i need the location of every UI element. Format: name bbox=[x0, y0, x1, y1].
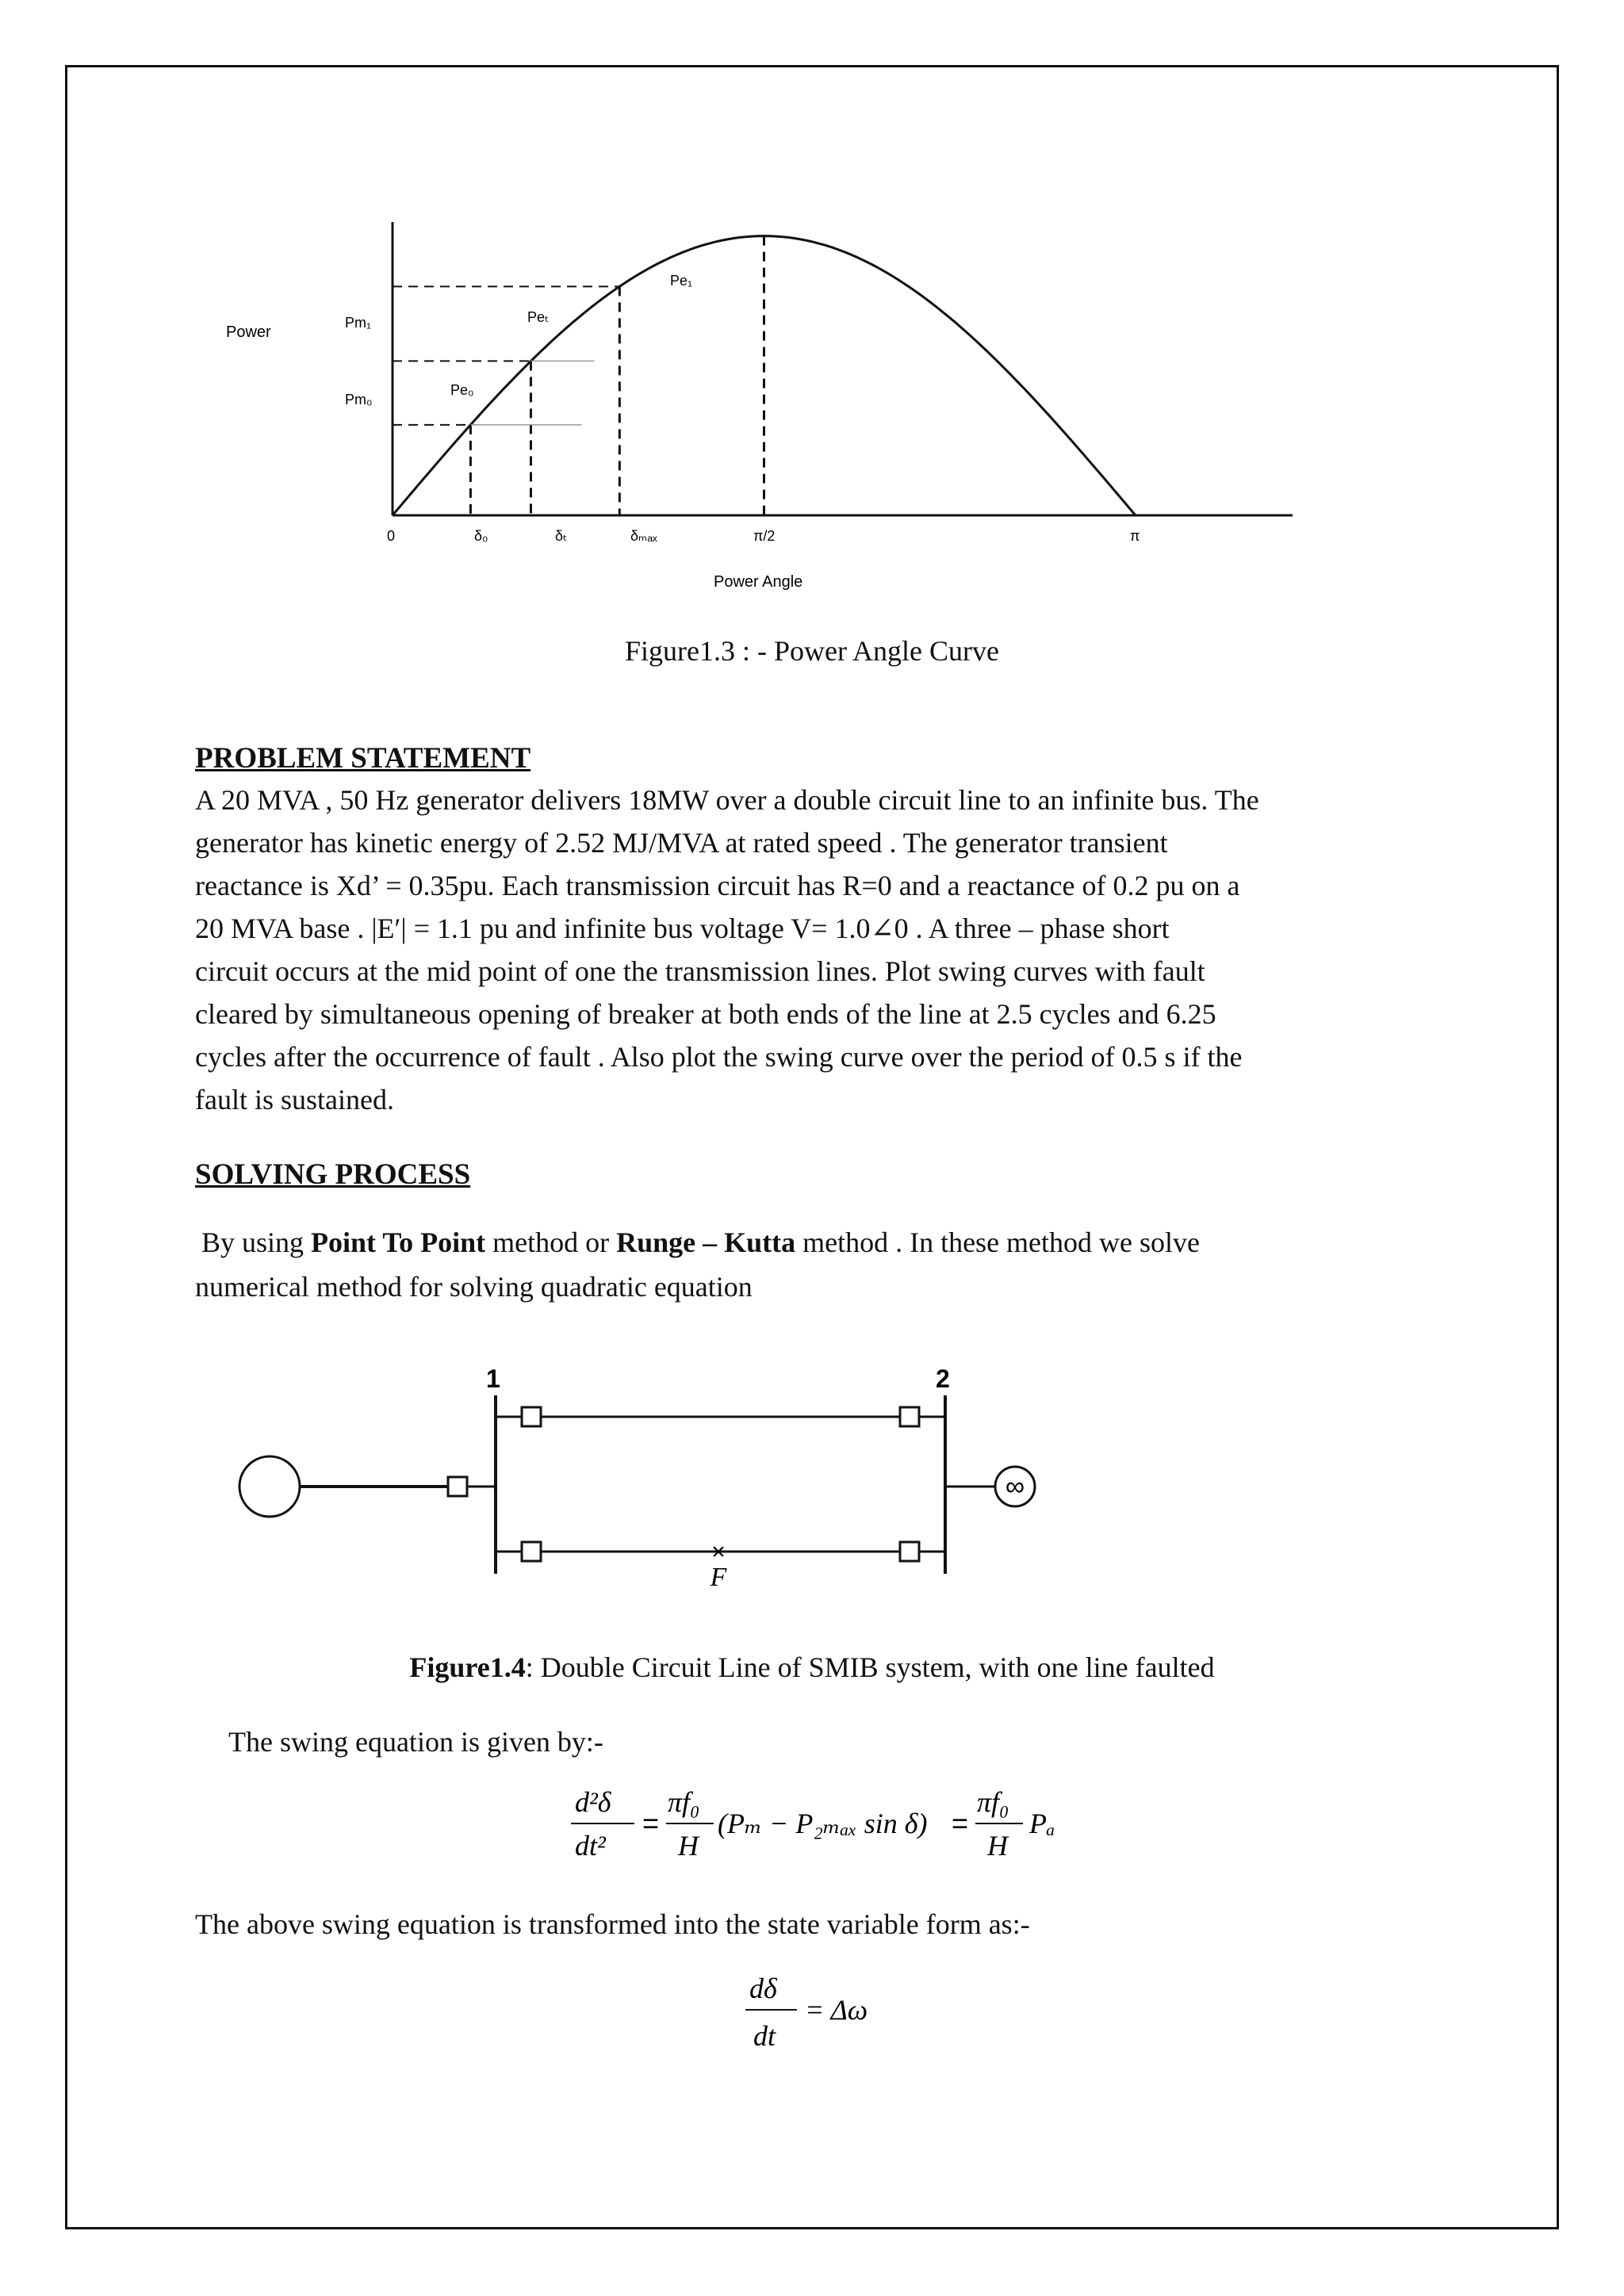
x-axis-label: Power Angle bbox=[714, 573, 803, 591]
solving-line-2: numerical method for solving quadratic equation bbox=[195, 1271, 753, 1303]
solving-process-text-2 bbox=[195, 1265, 753, 1308]
y-tick-pm1: Pm₁ bbox=[345, 315, 372, 331]
solving-process-heading: SOLVING PROCESS bbox=[195, 1158, 471, 1191]
eq-frac2-numerator: πf₀ bbox=[977, 1786, 1009, 1818]
x-tick-deltat: δₜ bbox=[555, 528, 568, 544]
point-label-pet: Peₜ bbox=[527, 309, 550, 325]
smib-circuit-diagram bbox=[222, 1352, 1078, 1605]
state-equation bbox=[737, 1966, 975, 2069]
runge-kutta-term: Runge – Kutta bbox=[616, 1226, 796, 1258]
x-tick-deltamax: δₘₐₓ bbox=[630, 528, 657, 544]
x-tick-delta0: δ₀ bbox=[474, 528, 488, 544]
breaker-line2-bus1 bbox=[522, 1542, 541, 1561]
problem-statement-heading: PROBLEM STATEMENT bbox=[195, 742, 531, 775]
eq-frac1-numerator: πf₀ bbox=[668, 1786, 700, 1818]
figure-1-4-caption bbox=[0, 1651, 1624, 1684]
solving-line-1 bbox=[201, 1221, 1200, 1264]
swing-intro: The swing equation is given by:- bbox=[228, 1726, 603, 1758]
figure-1-3-caption: Figure1.3 : - Power Angle Curve bbox=[625, 635, 999, 667]
generator-symbol bbox=[239, 1456, 300, 1517]
figure-1-4-caption-text: : Double Circuit Line of SMIB system, with one line faulted bbox=[525, 1651, 1215, 1683]
x-tick-0: 0 bbox=[387, 528, 396, 544]
x-tick-pi: π bbox=[1130, 528, 1140, 544]
solving-process-text bbox=[201, 1221, 1200, 1264]
breaker-line1-bus1 bbox=[522, 1407, 541, 1426]
problem-statement-text bbox=[195, 779, 1259, 1121]
point-to-point-term: Point To Point bbox=[311, 1226, 486, 1258]
solving-text-e: method . In these method we solve bbox=[795, 1226, 1200, 1258]
y-axis-label: Power bbox=[226, 323, 271, 341]
solving-text-c: method or bbox=[485, 1226, 617, 1258]
eq-lhs-denominator: dt² bbox=[575, 1830, 606, 1862]
problem-line-1: A 20 MVA , 50 Hz generator delivers 18MW over a double circuit line to an infinite bus. The bbox=[195, 784, 1259, 816]
breaker-line2-bus2 bbox=[900, 1542, 919, 1561]
breaker-line1-bus2 bbox=[900, 1407, 919, 1426]
point-label-pe1: Pe₁ bbox=[670, 273, 693, 289]
solving-text-a: By using bbox=[201, 1226, 312, 1258]
y-tick-pm0: Pm₀ bbox=[345, 392, 373, 408]
eq-accelerating-power: Pₐ bbox=[1029, 1808, 1055, 1839]
fault-mark: × bbox=[711, 1539, 726, 1565]
power-angle-curve bbox=[393, 236, 1136, 515]
infinite-bus-glyph: ∞ bbox=[1005, 1471, 1025, 1502]
eq-body: (Pₘ − P₂ₘₐₓ sin δ) bbox=[718, 1808, 928, 1839]
state-variable-intro: The above swing equation is transformed into the state variable form as:- bbox=[195, 1908, 1030, 1940]
figure-1-4-label: Figure1.4 bbox=[409, 1651, 526, 1683]
eq-frac1-denominator: H bbox=[678, 1830, 699, 1862]
eq-equals-1: = bbox=[642, 1807, 660, 1839]
problem-line-8: fault is sustained. bbox=[195, 1084, 394, 1115]
bus-2-label: 2 bbox=[936, 1364, 950, 1393]
problem-line-3: reactance is Xd’ = 0.35pu. Each transmission circuit has R=0 and a reactance of 0.2 pu on a bbox=[195, 870, 1240, 901]
fault-label: F bbox=[710, 1563, 727, 1592]
eq-lhs-numerator: d²δ bbox=[575, 1786, 611, 1818]
point-label-pe0: Pe₀ bbox=[450, 382, 474, 398]
power-angle-chart bbox=[206, 182, 1316, 610]
eq-frac2-denominator: H bbox=[987, 1830, 1008, 1862]
problem-line-2: generator has kinetic energy of 2.52 MJ/MVA at rated speed . The generator transient bbox=[195, 827, 1168, 859]
problem-line-4: 20 MVA base . |E′| = 1.1 pu and infinite bus voltage V= 1.0∠0 . A three – phase short bbox=[195, 913, 1170, 944]
eq2-rhs: = Δω bbox=[805, 1994, 868, 2026]
problem-line-5: circuit occurs at the mid point of one the transmission lines. Plot swing curves with fault bbox=[195, 955, 1205, 987]
bus-1-label: 1 bbox=[486, 1364, 500, 1393]
eq2-numerator: dδ bbox=[749, 1973, 777, 2004]
eq-equals-2: = bbox=[952, 1807, 969, 1839]
eq2-denominator: dt bbox=[753, 2020, 776, 2052]
breaker-generator bbox=[448, 1477, 467, 1496]
problem-line-7: cycles after the occurrence of fault . Also plot the swing curve over the period of 0.5 s if the bbox=[195, 1041, 1243, 1073]
x-tick-pi-over-2: π/2 bbox=[753, 528, 776, 544]
problem-line-6: cleared by simultaneous opening of breaker at both ends of the line at 2.5 cycles and 6.25 bbox=[195, 998, 1216, 1030]
swing-equation bbox=[555, 1776, 1110, 1879]
